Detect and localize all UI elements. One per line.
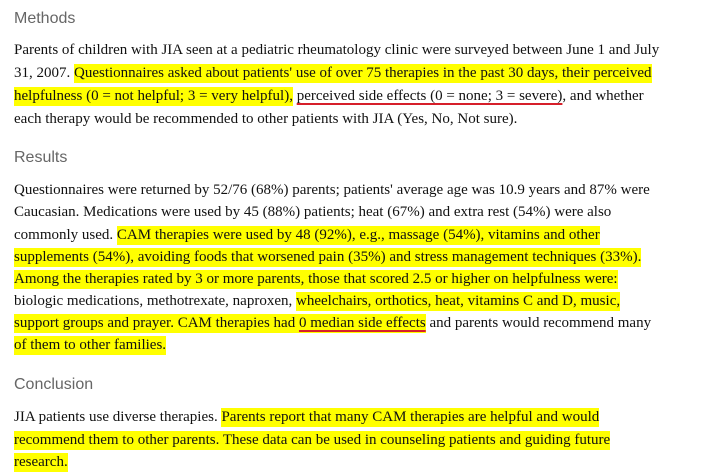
methods-line-2-highlight: Questionnaires asked about patients' use of over 75 therapies in the past 30 days, their perceived — [74, 65, 652, 81]
methods-heading: Methods — [14, 10, 76, 27]
results-line-4 — [14, 248, 641, 266]
methods-line-3 — [14, 87, 644, 105]
results-line-7 — [14, 314, 651, 332]
conclusion-line-1-highlight: Parents report that many CAM therapies are helpful and would — [221, 409, 600, 425]
results-line-6-text-a: biologic medications, methotrexate, naproxen, — [14, 293, 296, 309]
results-line-6-highlight: wheelchairs, orthotics, heat, vitamins C and D, music, — [296, 293, 621, 309]
methods-line-1-text: Parents of children with JIA seen at a pediatric rheumatology clinic were surveyed between June 1 and July — [14, 42, 660, 58]
results-heading: Results — [14, 149, 68, 166]
conclusion-line-1-text-a: JIA patients use diverse therapies. — [14, 409, 222, 425]
results-line-2 — [14, 203, 611, 221]
methods-line-4-text: each therapy would be recommended to other patients with JIA (Yes, No, Not sure). — [14, 111, 518, 127]
methods-line-2 — [14, 64, 652, 82]
results-line-5 — [14, 270, 618, 288]
conclusion-line-3 — [14, 453, 68, 471]
results-line-1-text: Questionnaires were returned by 52/76 (68%) parents; patients' average age was 10.9 years and 87% were — [14, 182, 650, 198]
results-line-3-highlight: CAM therapies were used by 48 (92%), e.g., massage (54%), vitamins and other — [116, 227, 600, 243]
results-line-8 — [14, 336, 166, 354]
conclusion-line-1 — [14, 408, 599, 426]
results-line-3-text-a: commonly used. — [14, 227, 117, 243]
methods-line-3-text-d: , and whether — [562, 88, 644, 104]
methods-line-3-underlined: perceived side effects (0 = none; 3 = severe) — [296, 88, 563, 104]
conclusion-heading: Conclusion — [14, 376, 94, 393]
results-line-5-highlight: Among the therapies rated by 3 or more parents, those that scored 2.5 or higher on helpfulness were: — [14, 271, 618, 287]
methods-line-1 — [14, 41, 659, 59]
results-line-8-highlight: of them to other families. — [14, 337, 167, 353]
results-line-7-text-c: and parents would recommend many — [425, 315, 652, 331]
methods-line-3-highlight: helpfulness (0 = not helpful; 3 = very helpful), — [14, 88, 293, 104]
results-line-2-text: Caucasian. Medications were used by 45 (88%) patients; heat (67%) and extra rest (54%) were also — [14, 204, 612, 220]
results-line-7-underlined: 0 median side effects — [298, 315, 426, 331]
results-line-1 — [14, 181, 650, 199]
results-line-4-highlight: supplements (54%), avoiding foods that worsened pain (35%) and stress management techniques (33%). — [14, 249, 642, 265]
methods-line-2-text-a: 31, 2007. — [14, 65, 74, 81]
methods-line-4 — [14, 110, 517, 128]
results-line-6 — [14, 292, 620, 310]
results-line-7-highlight-a: support groups and prayer. CAM therapies had — [14, 315, 299, 331]
conclusion-line-2 — [14, 431, 610, 449]
conclusion-line-2-highlight: recommend them to other parents. These data can be used in counseling patients and guiding future — [14, 432, 611, 448]
conclusion-line-3-highlight: research. — [14, 454, 68, 470]
results-line-3 — [14, 226, 600, 244]
